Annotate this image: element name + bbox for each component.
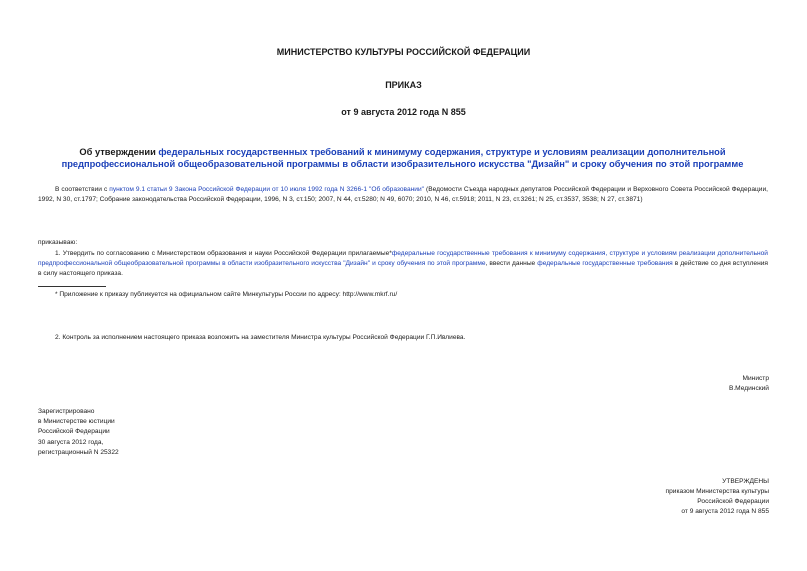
approved-line: от 9 августа 2012 года N 855: [681, 508, 769, 515]
signature-block: [729, 374, 769, 394]
document-title: [30, 147, 775, 170]
approved-line: Российской Федерации: [697, 498, 769, 505]
registration-block: [38, 407, 119, 458]
approved-line: приказом Министерства культуры: [665, 488, 769, 495]
basis-paragraph: [38, 185, 768, 205]
approved-block: [666, 477, 769, 517]
title-prefix: Об утверждении: [79, 147, 159, 157]
ministry-header: МИНИСТЕРСТВО КУЛЬТУРЫ РОССИЙСКОЙ ФЕДЕРАЦИИ: [276, 47, 531, 57]
item1-prefix: 1. Утвердить по согласованию с Министерством образования и науки Российской Федерации прилагаемые*: [55, 250, 392, 257]
order-item-2: 2. Контроль за исполнением настоящего приказа возложить на заместителя Министра культуры Российской Федерации Г.П.Ивлиева.: [55, 334, 466, 341]
footnote-divider: [38, 286, 106, 287]
item1-suffix: в действие со дня вступления в силу настоящего приказа.: [38, 260, 768, 277]
doc-type: ПРИКАЗ: [385, 80, 422, 90]
registration-line: Зарегистрировано: [38, 408, 95, 415]
order-verb: приказываю:: [38, 239, 78, 246]
registration-line: регистрационный N 25322: [38, 448, 119, 456]
order-date-number: от 9 августа 2012 года N 855: [341, 107, 466, 117]
approved-line: УТВЕРЖДЕНЫ: [722, 478, 769, 485]
title-link[interactable]: федеральных государственных требований к минимуму содержания, структуре и условиям реализации дополнительной предпрофессиональной общеобразовательной программы в области изобразительного искусства "Дизайн" и сроку обучения по этой программе: [61, 147, 744, 169]
basis-prefix: В соответствии с: [55, 186, 110, 193]
basis-suffix: (Ведомости Съезда народных депутатов Российской Федерации и Верховного Совета Российской Федерации, 1992, N 30, ст.1797; Собрание законодательства Российской Федерации, 1996, N 3, ст.150; 2007, N 44, ст.5280; N 49, 6070; 2010, N 46, ст.5918; 2011, N 23, ст.3261; N 25, ст.3537, 3538; N 27, ст.3871): [38, 186, 768, 203]
law-link[interactable]: пунктом 9.1 статьи 9 Закона Российской Федерации от 10 июля 1992 года N 3266-1 "Об образовании": [109, 186, 424, 193]
requirements-link[interactable]: федеральные государственные требования к минимуму содержания, структуре и условиям реализации дополнительной предпрофессиональной общеобразовательной программы в области изобразительного искусства "Дизайн" и сроку обучения по этой программе: [38, 250, 768, 267]
registration-line: в Министерстве юстиции: [38, 418, 115, 426]
item1-middle: , ввести данные: [485, 260, 538, 267]
registration-line: Российской Федерации: [38, 428, 110, 436]
signature-name: В.Мединский: [728, 385, 769, 392]
requirements-short-link[interactable]: федеральные государственные требования: [537, 260, 673, 267]
registration-line: 30 августа 2012 года,: [38, 438, 104, 446]
footnote: * Приложение к приказу публикуется на официальном сайте Минкультуры России по адресу: http://www.mkrf.ru/: [55, 291, 398, 298]
order-item-1: [38, 249, 768, 279]
signature-position: Министр: [742, 375, 769, 382]
